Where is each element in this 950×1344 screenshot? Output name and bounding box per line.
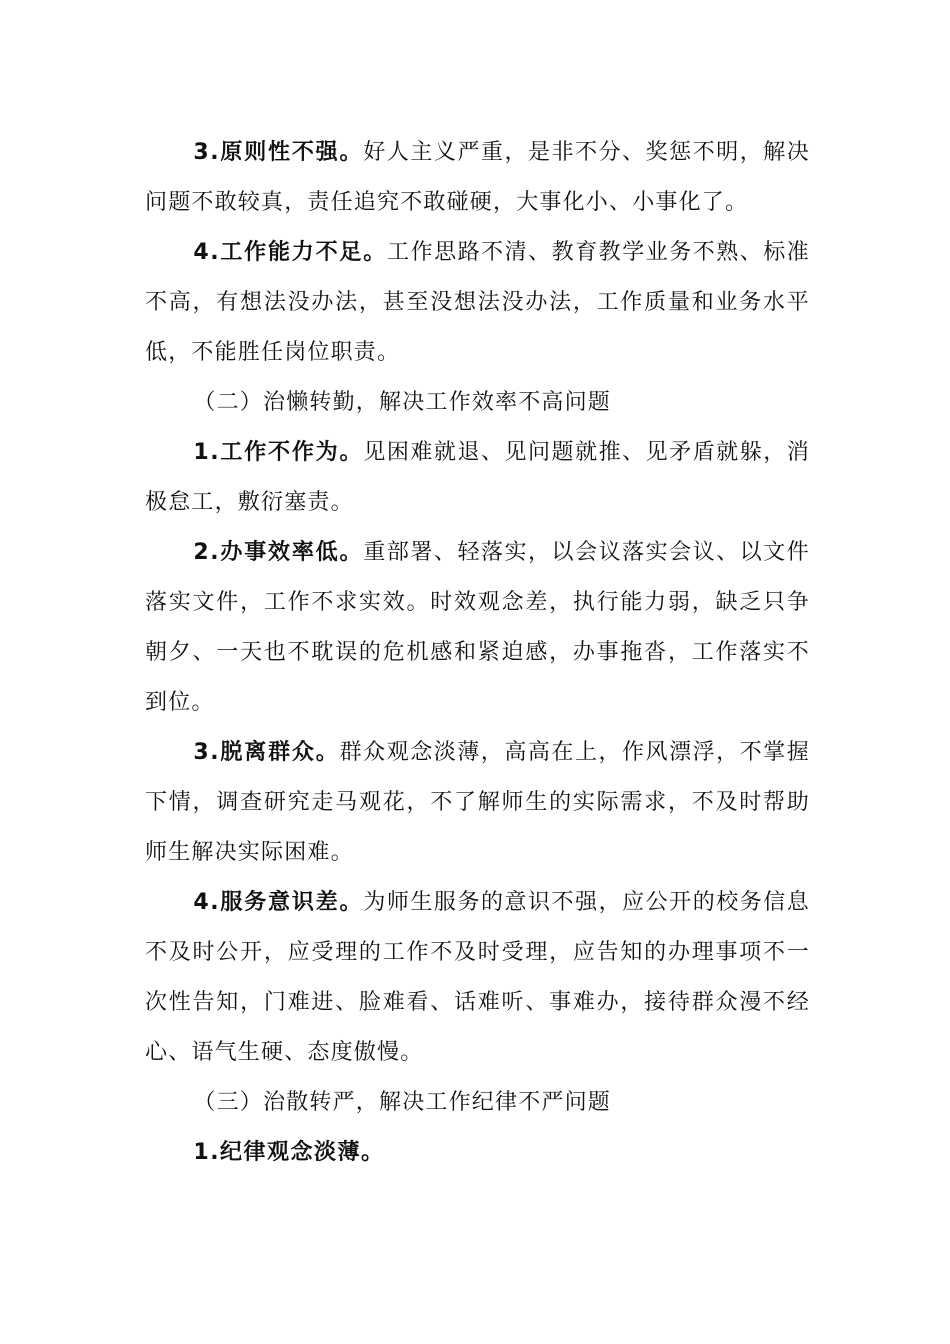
- paragraph-title: 2.办事效率低。: [193, 540, 364, 565]
- paragraph-body: 工作思路不清、教育教学业务不熟、标准不高，有想法没办法，甚至没想法没办法，工作质量和业务水平低，不能胜任岗位职责。: [145, 240, 810, 365]
- paragraph-body: 好人主义严重，是非不分、奖惩不明，解决问题不敢较真，责任追究不敢碰硬，大事化小、小事化了。: [145, 140, 810, 215]
- paragraph-masses: [145, 728, 810, 878]
- paragraph-principle: [145, 128, 810, 228]
- document-page: [145, 128, 810, 1178]
- paragraph-service: [145, 878, 810, 1078]
- paragraph-efficiency: [145, 528, 810, 728]
- paragraph-title: 1.工作不作为。: [193, 440, 364, 465]
- paragraph-title: 4.服务意识差。: [193, 890, 364, 915]
- paragraph-body: 重部署、轻落实，以会议落实会议、以文件落实文件，工作不求实效。时效观念差，执行能力弱，缺乏只争朝夕、一天也不耽误的危机感和紧迫感，办事拖沓，工作落实不到位。: [145, 540, 810, 715]
- paragraph-title: 3.脱离群众。: [193, 740, 340, 765]
- paragraph-ability: [145, 228, 810, 378]
- paragraph-title: 1.纪律观念淡薄。: [193, 1140, 385, 1165]
- section-heading-3: （三）治散转严，解决工作纪律不严问题: [193, 1090, 611, 1115]
- paragraph-body: 见困难就退、见问题就推、见矛盾就躲，消极怠工，敷衍塞责。: [145, 440, 810, 515]
- paragraph-title: 3.原则性不强。: [193, 140, 364, 165]
- paragraph-body: 群众观念淡薄，高高在上，作风漂浮，不掌握下情，调查研究走马观花，不了解师生的实际需求，不及时帮助师生解决实际困难。: [145, 740, 810, 865]
- section-heading-2: （二）治懒转勤，解决工作效率不高问题: [193, 390, 611, 415]
- paragraph-discipline: [145, 1128, 810, 1178]
- paragraph-inaction: [145, 428, 810, 528]
- paragraph-body: 为师生服务的意识不强，应公开的校务信息不及时公开，应受理的工作不及时受理，应告知的办理事项不一次性告知，门难进、脸难看、话难听、事难办，接待群众漫不经心、语气生硬、态度傲慢。: [145, 890, 810, 1065]
- paragraph-title: 4.工作能力不足。: [193, 240, 388, 265]
